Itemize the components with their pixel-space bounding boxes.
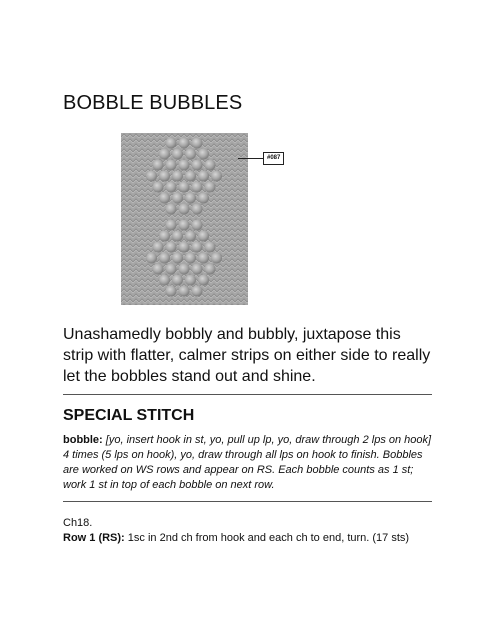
bobble-stitch	[205, 182, 216, 193]
bobble-stitch	[192, 220, 203, 231]
bobble-stitch	[159, 171, 170, 182]
swatch-fabric	[121, 133, 248, 305]
bobble-stitch	[179, 242, 190, 253]
bobble-stitch	[185, 253, 196, 264]
bobble-stitch	[205, 160, 216, 171]
row-1-label: Row 1 (RS):	[63, 532, 125, 544]
bobble-stitch	[159, 193, 170, 204]
bobble-stitch	[172, 231, 183, 242]
divider-bottom	[63, 501, 432, 502]
bobble-stitch	[179, 182, 190, 193]
bobble-stitch	[198, 275, 209, 286]
bobble-stitch	[205, 264, 216, 275]
bobble-stitch	[146, 171, 157, 182]
bobble-stitch	[211, 171, 222, 182]
bobble-stitch	[185, 193, 196, 204]
stitch-term: bobble:	[63, 434, 103, 446]
bobble-stitch	[159, 253, 170, 264]
bobble-stitch	[166, 242, 177, 253]
bobble-stitch	[192, 204, 203, 215]
intro-paragraph: Unashamedly bobbly and bubbly, juxtapose this strip with flatter, calmer strips on either side to really let the bobbles stand out and shine.	[63, 326, 431, 385]
bobble-stitch	[159, 149, 170, 160]
callout-line	[238, 158, 263, 159]
bobble-stitch	[192, 264, 203, 275]
special-stitch-definition	[63, 433, 435, 493]
bobble-stitch	[192, 182, 203, 193]
bobble-stitch	[166, 160, 177, 171]
bobble-stitch	[211, 253, 222, 264]
bobble-stitch	[185, 231, 196, 242]
bobble-stitch	[179, 264, 190, 275]
bobble-stitch	[179, 286, 190, 297]
bobble-stitch	[198, 149, 209, 160]
bobble-stitch	[192, 286, 203, 297]
bobble-stitch	[153, 160, 164, 171]
bobble-stitch	[185, 171, 196, 182]
bobble-stitch	[166, 182, 177, 193]
bobble-stitch	[198, 253, 209, 264]
bobble-stitch	[153, 182, 164, 193]
bobble-stitch	[153, 264, 164, 275]
page-title: BOBBLE BUBBLES	[63, 92, 243, 114]
bobble-stitch	[172, 275, 183, 286]
bobble-stitch	[166, 264, 177, 275]
bobble-stitch	[153, 242, 164, 253]
bobble-stitch	[185, 275, 196, 286]
bobble-stitch	[192, 160, 203, 171]
row-1-text: 1sc in 2nd ch from hook and each ch to end, turn. (17 sts)	[127, 532, 410, 544]
bobble-stitch	[179, 220, 190, 231]
bobble-stitch	[205, 242, 216, 253]
bobble-stitch	[172, 149, 183, 160]
pattern-instructions	[63, 516, 435, 546]
stitch-description: [yo, insert hook in st, yo, pull up lp, yo, draw through 2 lps on hook] 4 times (5 lps on hook), yo, draw through all lps on hook to finish. Bobbles are worked on WS rows and appear on RS. Each bobble counts as 1 st; work 1 st in top of each bobble on next row.	[63, 434, 432, 491]
bobble-stitch	[185, 149, 196, 160]
bobble-stitch	[172, 253, 183, 264]
bobble-stitch	[166, 286, 177, 297]
bobble-stitch	[172, 193, 183, 204]
divider-top	[63, 394, 432, 395]
bobble-stitch	[179, 204, 190, 215]
bobble-stitch	[159, 275, 170, 286]
bobble-stitch	[198, 193, 209, 204]
bobble-stitch	[172, 171, 183, 182]
bobble-stitch	[166, 220, 177, 231]
bobble-stitch	[166, 138, 177, 149]
crochet-swatch-photo	[121, 133, 248, 305]
chain-instruction: Ch18.	[63, 517, 93, 529]
bobble-stitch	[192, 242, 203, 253]
bobble-stitch	[192, 138, 203, 149]
bobble-stitch	[198, 231, 209, 242]
special-stitch-heading: SPECIAL STITCH	[63, 407, 195, 424]
swatch-number-label: #087	[263, 152, 284, 165]
bobble-stitch	[179, 160, 190, 171]
bobble-stitch	[146, 253, 157, 264]
bobble-stitch	[198, 171, 209, 182]
bobble-stitch	[179, 138, 190, 149]
bobble-stitch	[159, 231, 170, 242]
bobble-stitch	[166, 204, 177, 215]
